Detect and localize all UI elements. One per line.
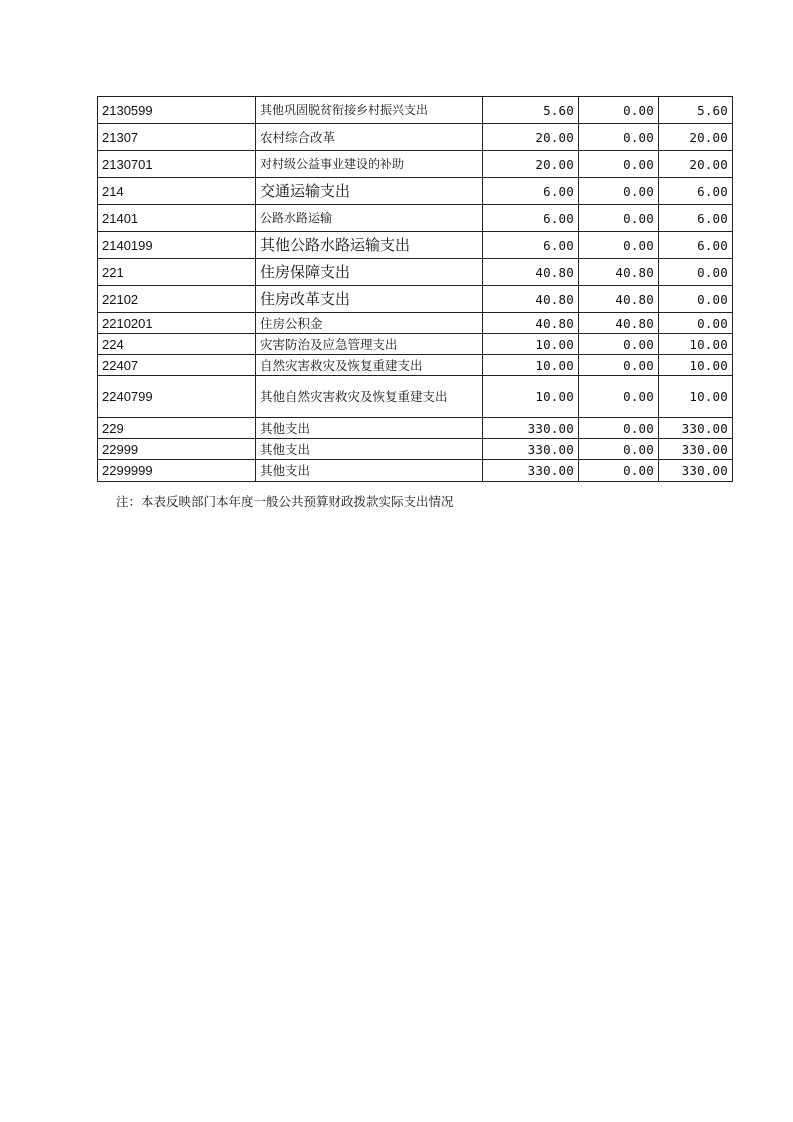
basic-expenditure: 40.80 (579, 259, 659, 286)
subject-code: 22102 (98, 286, 256, 313)
table-row (98, 151, 733, 178)
basic-expenditure: 0.00 (579, 178, 659, 205)
subject-code: 22407 (98, 355, 256, 376)
table-row (98, 97, 733, 124)
table-row (98, 313, 733, 334)
basic-expenditure: 0.00 (579, 439, 659, 460)
total-amount: 330.00 (483, 460, 579, 482)
subject-name: 交通运输支出 (256, 178, 483, 205)
basic-expenditure: 0.00 (579, 334, 659, 355)
table-row (98, 178, 733, 205)
subject-name: 住房公积金 (256, 313, 483, 334)
project-expenditure: 0.00 (659, 286, 733, 313)
total-amount: 6.00 (483, 232, 579, 259)
basic-expenditure: 0.00 (579, 418, 659, 439)
expenditure-table (97, 96, 733, 482)
total-amount: 10.00 (483, 334, 579, 355)
table-row (98, 460, 733, 482)
subject-name: 其他支出 (256, 439, 483, 460)
subject-code: 21307 (98, 124, 256, 151)
table-row (98, 376, 733, 418)
total-amount: 330.00 (483, 418, 579, 439)
total-amount: 10.00 (483, 376, 579, 418)
project-expenditure: 20.00 (659, 151, 733, 178)
project-expenditure: 0.00 (659, 313, 733, 334)
project-expenditure: 20.00 (659, 124, 733, 151)
subject-name: 住房保障支出 (256, 259, 483, 286)
subject-name: 公路水路运输 (256, 205, 483, 232)
table-row (98, 334, 733, 355)
project-expenditure: 6.00 (659, 178, 733, 205)
project-expenditure: 10.00 (659, 376, 733, 418)
subject-code: 221 (98, 259, 256, 286)
table-footnote: 注：本表反映部门本年度一般公共预算财政拨款实际支出情况 (116, 494, 454, 509)
basic-expenditure: 40.80 (579, 286, 659, 313)
subject-code: 214 (98, 178, 256, 205)
project-expenditure: 6.00 (659, 205, 733, 232)
subject-name: 对村级公益事业建设的补助 (256, 151, 483, 178)
subject-code: 2240799 (98, 376, 256, 418)
subject-name: 其他自然灾害救灾及恢复重建支出 (256, 376, 483, 418)
total-amount: 20.00 (483, 124, 579, 151)
total-amount: 40.80 (483, 286, 579, 313)
basic-expenditure: 0.00 (579, 232, 659, 259)
subject-name: 农村综合改革 (256, 124, 483, 151)
table-row (98, 232, 733, 259)
basic-expenditure: 0.00 (579, 355, 659, 376)
total-amount: 5.60 (483, 97, 579, 124)
subject-name: 住房改革支出 (256, 286, 483, 313)
subject-code: 22999 (98, 439, 256, 460)
subject-name: 灾害防治及应急管理支出 (256, 334, 483, 355)
table-row (98, 286, 733, 313)
table-row (98, 205, 733, 232)
table-row (98, 259, 733, 286)
subject-name: 其他巩固脱贫衔接乡村振兴支出 (256, 97, 483, 124)
subject-code: 2130599 (98, 97, 256, 124)
total-amount: 40.80 (483, 259, 579, 286)
total-amount: 40.80 (483, 313, 579, 334)
basic-expenditure: 0.00 (579, 376, 659, 418)
project-expenditure: 0.00 (659, 259, 733, 286)
subject-code: 224 (98, 334, 256, 355)
basic-expenditure: 40.80 (579, 313, 659, 334)
subject-code: 21401 (98, 205, 256, 232)
project-expenditure: 6.00 (659, 232, 733, 259)
subject-code: 2299999 (98, 460, 256, 482)
basic-expenditure: 0.00 (579, 151, 659, 178)
total-amount: 6.00 (483, 178, 579, 205)
subject-code: 2140199 (98, 232, 256, 259)
table-row (98, 355, 733, 376)
project-expenditure: 330.00 (659, 460, 733, 482)
basic-expenditure: 0.00 (579, 460, 659, 482)
table-row (98, 124, 733, 151)
project-expenditure: 330.00 (659, 418, 733, 439)
subject-name: 其他支出 (256, 460, 483, 482)
total-amount: 10.00 (483, 355, 579, 376)
total-amount: 6.00 (483, 205, 579, 232)
subject-name: 自然灾害救灾及恢复重建支出 (256, 355, 483, 376)
table-row (98, 439, 733, 460)
subject-name: 其他公路水路运输支出 (256, 232, 483, 259)
table-row (98, 418, 733, 439)
total-amount: 330.00 (483, 439, 579, 460)
subject-code: 229 (98, 418, 256, 439)
basic-expenditure: 0.00 (579, 124, 659, 151)
total-amount: 20.00 (483, 151, 579, 178)
project-expenditure: 10.00 (659, 334, 733, 355)
project-expenditure: 10.00 (659, 355, 733, 376)
subject-code: 2210201 (98, 313, 256, 334)
basic-expenditure: 0.00 (579, 205, 659, 232)
subject-name: 其他支出 (256, 418, 483, 439)
project-expenditure: 5.60 (659, 97, 733, 124)
subject-code: 2130701 (98, 151, 256, 178)
basic-expenditure: 0.00 (579, 97, 659, 124)
project-expenditure: 330.00 (659, 439, 733, 460)
